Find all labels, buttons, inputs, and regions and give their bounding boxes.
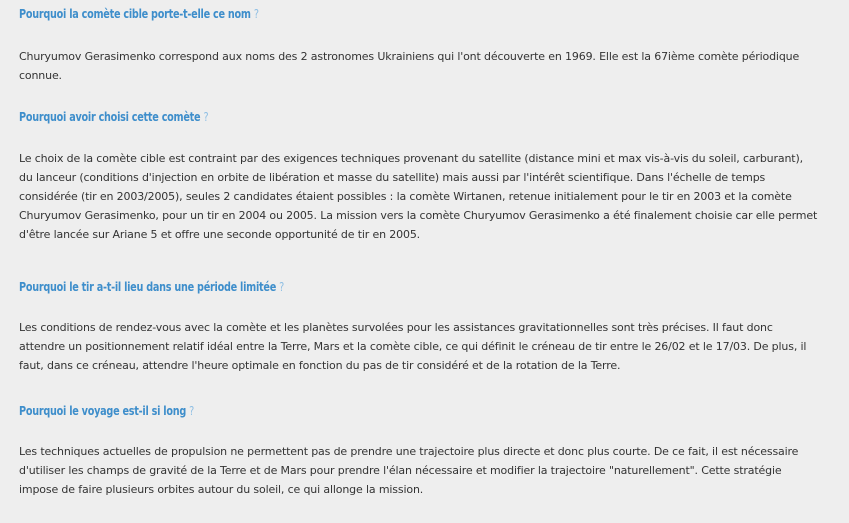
question-text: Pourquoi le voyage est-il si long [19, 403, 187, 418]
faq-answer-2: Le choix de la comète cible est contraint par des exigences techniques provenant du satellite (distance mini et max vis-à-vis du soleil, carburant), du lanceur (conditions d'injection en orbite de libération et masse du satellite) mais aussi par l'intérêt scientifique. Dans l'échelle de temps considérée (tir en 2003/2005), seules 2 candidates étaient possibles : la comète Wirtanen, retenue initialement pour le tir en 2003 et la comète Churyumov Gerasimenko, pour un tir en 2004 ou 2005. La mission vers la comète Churyumov Gerasimenko a été finalement choisie car elle permet d'être lancée sur Ariane 5 et offre une seconde opportunité de tir en 2005. [19, 152, 818, 241]
faq-answer-1: Churyumov Gerasimenko correspond aux noms des 2 astronomes Ukrainiens qui l'ont découverte en 1969. Elle est la 67ième comète périodique connue. [19, 50, 800, 82]
faq-answer-3: Les conditions de rendez-vous avec la comète et les planètes survolées pour les assistances gravitationnelles sont très précises. Il faut donc attendre un positionnement relatif idéal entre la Terre, Mars et la comète cible, ce qui définit le créneau de tir entre le 26/02 et le 17/03. De plus, il faut, dans ce créneau, attendre l'heure optimale en fonction du pas de tir considéré et de la rotation de la Terre. [19, 321, 807, 372]
faq-question-3 [19, 279, 284, 294]
question-mark: ? [253, 6, 259, 21]
question-mark: ? [189, 403, 195, 418]
question-text: Pourquoi le tir a-t-il lieu dans une période limitée [19, 279, 277, 294]
faq-question-1 [19, 6, 259, 21]
faq-question-2 [19, 109, 208, 124]
question-text: Pourquoi la comète cible porte-t-elle ce nom [19, 6, 251, 21]
question-mark: ? [279, 279, 285, 294]
question-mark: ? [203, 109, 209, 124]
faq-question-4 [19, 403, 194, 418]
question-text: Pourquoi avoir choisi cette comète [19, 109, 201, 124]
faq-answer-4: Les techniques actuelles de propulsion ne permettent pas de prendre une trajectoire plus directe et donc plus courte. De ce fait, il est nécessaire d'utiliser les champs de gravité de la Terre et de Mars pour prendre l'élan nécessaire et modifier la trajectoire "naturellement". Cette stratégie impose de faire plusieurs orbites autour du soleil, ce qui allonge la mission. [19, 445, 799, 496]
